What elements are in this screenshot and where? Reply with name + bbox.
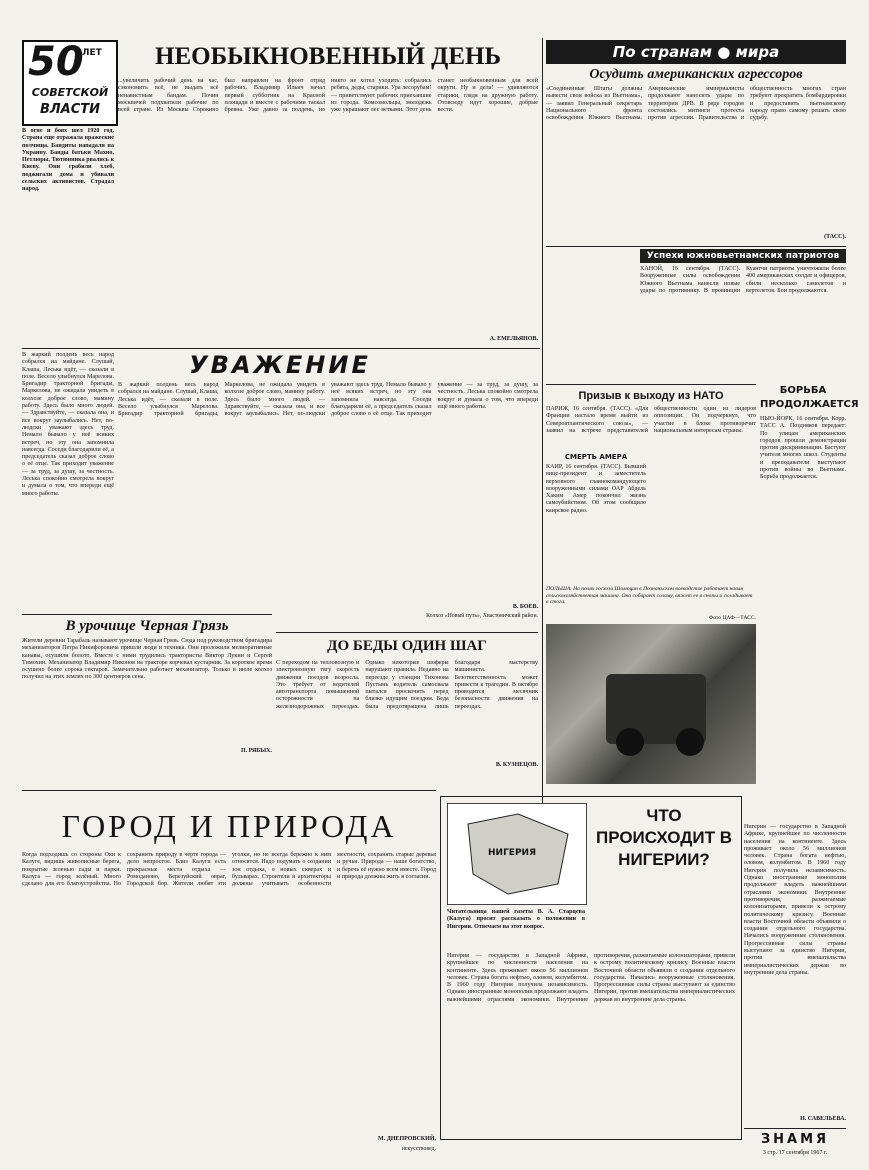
world-body: «Соединенные Штаты должны вывести свои войска из Вьетнама», — заявил Генеральный секретарь Национального фронта освобождения Южного Вьетнама. Американские империалисты продолжают наносить удары по территории ДРВ. В ряде городов состоялись митинги протеста против агрессии. Правительства и общественность многих стран требуют прекратить бомбардировки и предоставить вьетнамскому народу право самому решать свою судьбу.	[546, 86, 846, 122]
divider	[22, 348, 540, 349]
article1-intro: В огне и боях шел 1920 год. Страна еще отражала вражеские полчища. Бандиты нападали на Украину. Банды батьки Махно, Петлюры, Тютюнника рвались к Киеву. Они грабили хлеб, поджигали дома и убивали сельских активистов. Страдал народ.	[22, 128, 114, 193]
death-body: КАИР, 16 сентября. (ТАСС). Бывший вице-президент и заместитель верховного главнокомандующего вооруженными силами ОАР Абдель Хаким Амер покончил жизнь самоубийством. Об этом сообщило каирское радио.	[546, 464, 646, 514]
anniversary-badge	[22, 40, 118, 126]
step-body: С переходом на тепловозную и электровозную тягу скорость движения поездов возросла. Это требует от водителей автотранспорта повышенной осторожности на железнодорожных переездах. Однако некоторые шоферы нарушают правила. Недавно на переезде у станции Тихонова Пустынь водитель самосвала пытался проскочить перед близко идущим поездом. Беда была предотвращена лишь благодаря мастерству машиниста. Безответственность может привести к трагедии. В октябре проводится месячник безопасности движения на переездах.	[276, 660, 538, 710]
article1-signature: А. ЕМЕЛЬЯНОВ.	[489, 336, 538, 342]
patriots-headline: Успехи южновьетнамских патриотов	[640, 249, 846, 263]
respect-body: В жаркий полдень весь народ собрался на майдане. Слушай, Клаша, Леська идёт, — сказали в поле. Весело улыбнулся Марелова. Бригадир тракторной бригады, Маркелова, не ожидала увидеть в колхозе доброе слово, мамину работу. Здесь было много людей. — Здравствуйте, — сказала она, и все вокруг заулыбались. Нет, по-людски уважают здесь труд. Немало бывало у неё всяких встреч, но эту она запомнила навсегда. Соседи благодарили её, а председатель сказал доброе слово о её отце. Так приходит уважение — за труд, за душу, за честность. Леська спокойно смотрела вокруг и думала о том, что впереди ещё много работы.	[118, 382, 538, 418]
nigeria-letter: Читательница нашей газеты В. А. Старцева (Калуга) просит рассказать о положении в Нигерии. Отвечаем на этот вопрос.	[447, 909, 585, 930]
struggle-headline: БОРЬБА ПРОДОЛЖАЕТСЯ	[760, 385, 859, 410]
nato-headline: Призыв к выходу из НАТО	[578, 390, 724, 402]
chernaya-body: Жители деревни Тарабаль называют урочище Черная Грязь. Сюда под руководством бригадира механизаторов Петра Никифоровича пришли люди и техника. Они проложили мелиоративные канавы, осушили болото. Вместе с ними трудились трактористы Виктор Лукин и Сергей Тимохин. Механизатор Владимир Никонов на тракторе корчевал кустарник. За короткое время осушено более сорока гектаров. Замечательно работает механизатор. Только в июле колхоз получил на этих землях по 300 центнеров сена.	[22, 638, 272, 681]
article1-body: ...увеличить рабочий день на час, сэкономить всё, не выдать всё ненавистным бандам. Почин москвичей подхватили рабочие по всей стране. Из Москвы Сорокино был направлен на фронт отряд рабочих. Владимир Ильич начал первый субботник на Красной площади и вместе с рабочими таскал бревна. Уже давно за полдень, но никто не хотел уходить: собрались ребята, деды, старики. Ура лесорубам! — приветствуют рабочих приехавшие из города. Комсомольцы, молодежь уже украшают лес ветками. Этот день станет необыкновенным для всей округи. Ну и дела! — удивляются старики, глядя на дружную работу. Отовсюду идут хорошие, добрые вести.	[118, 78, 538, 114]
badge-line3: ВЛАСТИ	[39, 102, 101, 117]
article1-title: НЕОБЫКНОВЕННЫЙ ДЕНЬ	[155, 43, 501, 70]
step-signature: В. КУЗНЕЦОВ.	[495, 762, 538, 768]
nigeria-title: ЧТО ПРОИСХОДИТ В НИГЕРИИ?	[595, 806, 733, 869]
step-title: ДО БЕДЫ ОДИН ШАГ	[327, 638, 487, 654]
respect-lead: В жаркий полдень весь народ собрался на майдане. Слушай, Клаша, Леська идёт, — сказали в поле. Весело улыбнулся Марелова. Бригадир тракторной бригады, Маркелова, не ожидала увидеть в колхозе доброе слово, мамину работу. Здесь было много людей. — Здравствуйте, — сказала она, и все вокруг заулыбались. Нет, по-людски уважают здесь труд. Немало бывало у неё всяких встреч, но эту она запомнила навсегда. Соседи благодарили её, а председатель сказал доброе слово о её отце. Так приходит уважение — за труд, за душу, за честность. Леська спокойно смотрела вокруг и думала о том, что впереди ещё много работы.	[22, 352, 114, 497]
badge-line1: ЛЕТ	[82, 48, 102, 58]
city-title: ГОРОД И ПРИРОДА	[61, 808, 397, 844]
world-banner	[546, 40, 846, 64]
photo	[546, 624, 756, 784]
world-banner-left: По странам	[612, 43, 713, 61]
photo-caption: ПОЛЬША. На полях госхоза Шамоцин в Познаньском воеводстве работает новая сельскохозяйственная машина. Она собирает солому, вяжет ее в снопы и складывает в стога.	[546, 586, 753, 606]
map-label: НИГЕРИЯ	[488, 848, 537, 858]
divider	[744, 1128, 846, 1129]
respect-title: УВАЖЕНИЕ	[189, 351, 371, 379]
badge-number: 50	[28, 39, 84, 85]
chernaya-title: В урочище Черная Грязь	[65, 618, 229, 634]
footer-paper: ЗНАМЯ	[760, 1132, 830, 1147]
nigeria-map	[447, 803, 587, 905]
respect-signature: В. БОЕВ.	[512, 604, 538, 610]
city-signature: М. ДНЕПРОВСКИЙ,	[378, 1136, 436, 1142]
divider	[22, 790, 436, 791]
respect-place: Колхоз «Новый путь», Хвастовичский район.	[426, 613, 538, 619]
struggle-body: НЬЮ-ЙОРК, 16 сентября. Корр. ТАСС А. Поздняков передает: По улицам американских городов прошли демонстрации против дискриминации. Бастуют учителя многих школ. Студенты и преподаватели выступают против войны во Вьетнаме. Борьба продолжается.	[760, 416, 846, 481]
world-source: (ТАСС).	[824, 234, 846, 240]
divider	[546, 384, 756, 385]
patriots-body: ХАНОЙ, 16 сентября. (ТАСС). Вооруженные силы освобождения Южного Вьетнама нанесли новые удары по противнику. В провинции Куангчи патриоты уничтожили более 400 американских солдат и офицеров, сбили несколько самолетов и вертелетов. Бои продолжаются.	[640, 266, 846, 294]
photo-credit: Фото ЦАФ—ТАСС.	[708, 615, 756, 621]
divider	[276, 632, 538, 633]
chernaya-signature: П. РЯБЫХ.	[240, 748, 272, 754]
death-headline: СМЕРТЬ АМЕРА	[564, 453, 628, 461]
wheel-shape	[676, 728, 704, 756]
divider	[542, 38, 543, 820]
city-signature-role: искусствовед.	[401, 1146, 436, 1152]
badge-line2: СОВЕТСКОЙ	[31, 86, 109, 99]
nigeria-signature: Н. САВЕЛЬЕВА.	[800, 1116, 846, 1122]
wheel-shape	[616, 728, 644, 756]
nigeria-body: Нигерия — государство в Западной Африке, крупнейшее по численности населения на континенте. Здесь проживает около 56 миллионов человек. Страна богата нефтью, оловом, колумбитом. В 1960 году Нигерия получила независимость. Однако иностранные монополии продолжают владеть важнейшими отраслями экономики. Внутренние противоречия, разжигаемые колонизаторами, привели к острому политическому кризису. Военные власти Восточной области объявили о создании отдельного государства. Начались вооруженные столкновения. Прогрессивные силы страны выступают за единство Нигерии, против вмешательства империалистических держав во внутренние дела страны.	[447, 953, 735, 1003]
world-banner-right: мира	[735, 43, 780, 61]
divider	[546, 246, 846, 247]
globe-icon: ●	[717, 43, 731, 61]
nigeria-side-body: Нигерия — государство в Западной Африке, крупнейшее по численности населения на континенте. Здесь проживает около 56 миллионов человек. Страна богата нефтью, оловом, колумбитом. В 1960 году Нигерия получила независимость. Однако иностранные монополии продолжают владеть важнейшими отраслями экономики. Внутренние противоречия, разжигаемые колонизаторами, привели к острому политическому кризису. Военные власти Восточной области объявили о создании отдельного государства. Начались вооруженные столкновения. Прогрессивные силы страны выступают за единство Нигерии, против вмешательства империалистических держав во внутренние дела страны.	[744, 824, 846, 976]
divider	[22, 614, 272, 615]
nigeria-box	[440, 796, 742, 1140]
city-body: Когда подходишь со стороны Оки к Калуге, видишь живописные берега, покрытые зеленью сады и парки. Калуга — город зелёный. Много сделано для его благоустройства. Но сохранить природу в черте города — дело непростое. Близ Калуги есть прекрасные места отдыха — Ромоданово, Березуйский овраг, Городской бор. Жители любят эти уголки, но не всегда бережно к ним относятся. Надо подумать о создании зон отдыха, о новых скверах и бульварах. Строители и архитекторы должны учитывать особенности местности, сохранять старые деревья и ручьи. Природа — наше богатство, и беречь её нужно всем вместе. Город и природа должны жить в согласии.	[22, 852, 436, 888]
world-headline: Осудить американских агрессоров	[589, 67, 803, 82]
footer-page-info: 3 стр. 17 сентября 1967 г.	[762, 1150, 828, 1156]
nato-body: ПАРИЖ, 16 сентября. (ТАСС). «Для Франции настало время выйти из Североатлантического союза», — заявил на встрече представителей общественности один из лидеров оппозиции. Он подчеркнул, что участие в блоке противоречит национальным интересам страны.	[546, 406, 756, 434]
